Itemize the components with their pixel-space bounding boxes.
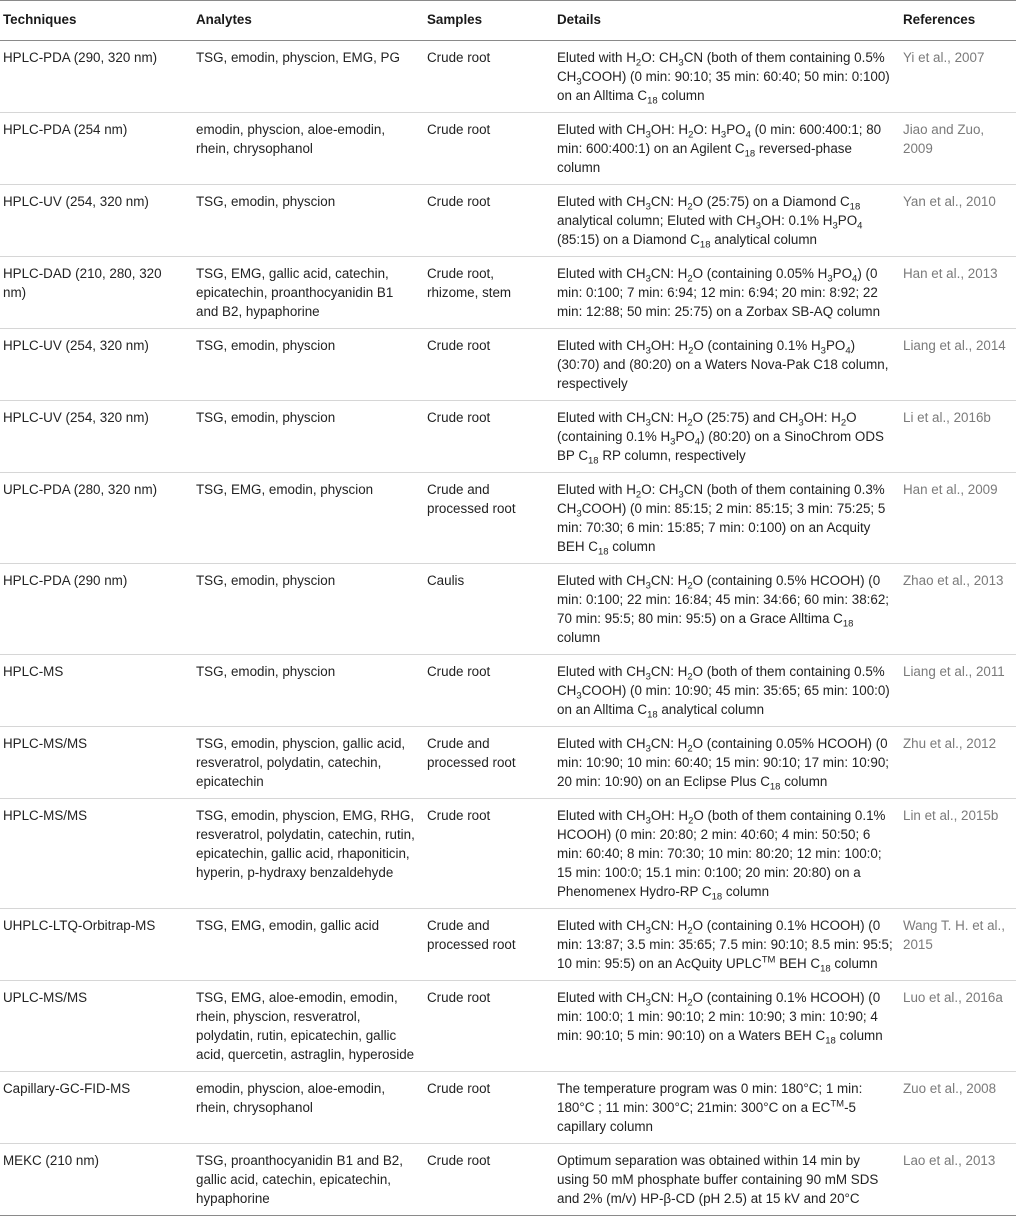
analytes-cell: emodin, physcion, aloe-emodin, rhein, chrysophanol bbox=[192, 113, 423, 185]
header-samples: Samples bbox=[423, 1, 553, 41]
table-row bbox=[0, 329, 1016, 401]
table-row bbox=[0, 727, 1016, 799]
details-cell: Eluted with $H_2O$: $CH_3CN$ (both of them containing 0.3% $CH_3COOH$) (0 min: 85:15; 2 min: 85:15; 3 min: 75:25; 5 min: 70:30; 6 min: 15:85; 7 min: 0:100) on an Acquity BEH $C_{18}$ column bbox=[553, 473, 899, 564]
technique-cell: UPLC-MS/MS bbox=[0, 981, 192, 1072]
samples-cell: Crude and processed root bbox=[423, 727, 553, 799]
technique-cell: HPLC-DAD (210, 280, 320 nm) bbox=[0, 257, 192, 329]
details-cell: Eluted with $CH_3CN$: $H_2O$ (containing 0.05% $H_3PO_4$) (0 min: 0:100; 7 min: 6:94; 12 min: 6:94; 20 min: 8:92; 22 min: 12:88; 50 min: 25:75) on a Zorbax SB-AQ column bbox=[553, 257, 899, 329]
samples-cell: Crude root bbox=[423, 981, 553, 1072]
analytes-cell: TSG, emodin, physcion, EMG, PG bbox=[192, 41, 423, 113]
table-row bbox=[0, 909, 1016, 981]
table-row bbox=[0, 655, 1016, 727]
samples-cell: Crude root bbox=[423, 1072, 553, 1144]
details-cell: Eluted with $CH_3CN$: $H_2O$ (containing 0.05% HCOOH) (0 min: 10:90; 10 min: 60:40; 15 min: 90:10; 17 min: 10:90; 20 min: 10:90) on an Eclipse Plus $C_{18}$ column bbox=[553, 727, 899, 799]
details-cell: The temperature program was 0 min: 180°C; 1 min: 180°C ; 11 min: 300°C; 21min: 300°C on a EC™-5 capillary column bbox=[553, 1072, 899, 1144]
samples-cell: Crude and processed root bbox=[423, 473, 553, 564]
table-row bbox=[0, 473, 1016, 564]
table-row bbox=[0, 41, 1016, 113]
technique-cell: HPLC-PDA (290, 320 nm) bbox=[0, 41, 192, 113]
details-cell: Eluted with $H_2O$: $CH_3CN$ (both of them containing 0.5% $CH_3COOH$) (0 min: 90:10; 35 min: 60:40; 50 min: 0:100) on an Alltima $C_{18}$ column bbox=[553, 41, 899, 113]
table-row bbox=[0, 185, 1016, 257]
samples-cell: Caulis bbox=[423, 564, 553, 655]
table-row bbox=[0, 401, 1016, 473]
reference-cell: Liang et al., 2011 bbox=[899, 655, 1016, 727]
technique-cell: HPLC-MS/MS bbox=[0, 799, 192, 909]
details-cell: Eluted with $CH_3OH$: $H_2O$: $H_3PO_4$ (0 min: 600:400:1; 80 min: 600:400:1) on an Agilent $C_{18}$ reversed-phase column bbox=[553, 113, 899, 185]
analytes-cell: TSG, EMG, emodin, physcion bbox=[192, 473, 423, 564]
analytes-cell: TSG, proanthocyanidin B1 and B2, gallic acid, catechin, epicatechin, hypaphorine bbox=[196, 1153, 403, 1206]
table-row bbox=[0, 1072, 1016, 1144]
reference-cell: Luo et al., 2016a bbox=[899, 981, 1016, 1072]
reference-cell: Yan et al., 2010 bbox=[899, 185, 1016, 257]
technique-cell: UHPLC-LTQ-Orbitrap-MS bbox=[0, 909, 192, 981]
reference-cell: Zhu et al., 2012 bbox=[899, 727, 1016, 799]
reference-cell: Zuo et al., 2008 bbox=[899, 1072, 1016, 1144]
reference-cell: Li et al., 2016b bbox=[899, 401, 1016, 473]
analytes-cell: TSG, emodin, physcion bbox=[192, 401, 423, 473]
table-row bbox=[0, 981, 1016, 1072]
header-analytes: Analytes bbox=[192, 1, 423, 41]
details-cell: Eluted with $CH_3CN$: $H_2O$ (containing 0.1% HCOOH) (0 min: 13:87; 3.5 min: 35:65; 7.5 min: 90:10; 8.5 min: 95:5; 10 min: 95:5) on an AcQuity UPLC™ BEH $C_{18}$ column bbox=[553, 909, 899, 981]
technique-cell: Capillary-GC-FID-MS bbox=[0, 1072, 192, 1144]
header-techniques: Techniques bbox=[0, 1, 192, 41]
reference-cell: Han et al., 2013 bbox=[899, 257, 1016, 329]
reference-cell: Lin et al., 2015b bbox=[899, 799, 1016, 909]
technique-cell: HPLC-PDA (290 nm) bbox=[0, 564, 192, 655]
samples-cell: Crude root bbox=[423, 329, 553, 401]
reference-cell: Liang et al., 2014 bbox=[899, 329, 1016, 401]
samples-cell: Crude root bbox=[423, 185, 553, 257]
details-cell: Eluted with $CH_3OH$: $H_2O$ (both of them containing 0.1% HCOOH) (0 min: 20:80; 2 min: 40:60; 4 min: 50:50; 6 min: 60:40; 8 min: 70:30; 10 min: 80:20; 12 min: 100:0; 15 min: 100:0; 15.1 min: 0:100; 20 min: 20:80) on a Phenomenex Hydro-RP $C_{18}$ column bbox=[553, 799, 899, 909]
analytes-cell: TSG, emodin, physcion, EMG, RHG, resveratrol, polydatin, catechin, rutin, epicatechin, gallic acid, rhaponiticin, hyperin, p-hydraxy benzaldehyde bbox=[192, 799, 423, 909]
table-row bbox=[0, 1144, 1016, 1216]
samples-cell: Crude root bbox=[427, 1153, 491, 1168]
analytes-cell: TSG, emodin, physcion bbox=[192, 329, 423, 401]
technique-cell: HPLC-UV (254, 320 nm) bbox=[0, 329, 192, 401]
details-cell: Eluted with $CH_3CN$: $H_2O$ (containing 0.5% HCOOH) (0 min: 0:100; 22 min: 16:84; 45 min: 34:66; 60 min: 38:62; 70 min: 95:5; 80 min: 95:5) on a Grace Alltima $C_{18}$ column bbox=[553, 564, 899, 655]
header-references: References bbox=[899, 1, 1016, 41]
table-row bbox=[0, 799, 1016, 909]
reference-cell: Wang T. H. et al., 2015 bbox=[899, 909, 1016, 981]
samples-cell: Crude root, rhizome, stem bbox=[423, 257, 553, 329]
header-details: Details bbox=[553, 1, 899, 41]
analytes-cell: TSG, EMG, aloe-emodin, emodin, rhein, physcion, resveratrol, polydatin, rutin, epicatechin, gallic acid, quercetin, astraglin, hyperoside bbox=[192, 981, 423, 1072]
technique-cell: UPLC-PDA (280, 320 nm) bbox=[0, 473, 192, 564]
details-cell: Eluted with $CH_3CN$: $H_2O$ (both of them containing 0.5% $CH_3COOH$) (0 min: 10:90; 45 min: 35:65; 65 min: 100:0) on an Alltima $C_{18}$ analytical column bbox=[553, 655, 899, 727]
details-cell: Eluted with $CH_3CN$: $H_2O$ (25:75) and $CH_3OH$: $H_2O$ (containing 0.1% $H_3PO_4$) (80:20) on a SinoChrom ODS BP $C_{18}$ RP column, respectively bbox=[553, 401, 899, 473]
samples-cell: Crude root bbox=[423, 401, 553, 473]
details-cell: Optimum separation was obtained within 14 min by using 50 mM phosphate buffer containing 90 mM SDS and 2% (m/v) HP-β-CD (pH 2.5) at 15 kV and 20°C bbox=[557, 1153, 879, 1206]
samples-cell: Crude root bbox=[423, 41, 553, 113]
analytes-cell: emodin, physcion, aloe-emodin, rhein, chrysophanol bbox=[192, 1072, 423, 1144]
table-row bbox=[0, 257, 1016, 329]
table-row bbox=[0, 113, 1016, 185]
analytes-cell: TSG, emodin, physcion bbox=[192, 185, 423, 257]
reference-cell: Lao et al., 2013 bbox=[903, 1153, 996, 1168]
analytes-cell: TSG, emodin, physcion bbox=[192, 655, 423, 727]
reference-cell: Zhao et al., 2013 bbox=[899, 564, 1016, 655]
table-body bbox=[0, 41, 1016, 1216]
header-row bbox=[0, 1, 1016, 41]
details-cell: Eluted with $CH_3CN$: $H_2O$ (containing 0.1% HCOOH) (0 min: 100:0; 1 min: 90:10; 2 min: 10:90; 3 min: 10:90; 4 min: 90:10; 5 min: 90:10) on a Waters BEH $C_{18}$ column bbox=[553, 981, 899, 1072]
table-header bbox=[0, 1, 1016, 41]
technique-cell: MEKC (210 nm) bbox=[3, 1153, 99, 1168]
analytes-cell: TSG, EMG, gallic acid, catechin, epicatechin, proanthocyanidin B1 and B2, hypaphorine bbox=[192, 257, 423, 329]
samples-cell: Crude root bbox=[423, 799, 553, 909]
details-cell: Eluted with $CH_3OH$: $H_2O$ (containing 0.1% $H_3PO_4$) (30:70) and (80:20) on a Waters Nova-Pak C18 column, respectively bbox=[553, 329, 899, 401]
technique-cell: HPLC-UV (254, 320 nm) bbox=[0, 185, 192, 257]
technique-cell: HPLC-MS/MS bbox=[0, 727, 192, 799]
reference-cell: Jiao and Zuo, 2009 bbox=[899, 113, 1016, 185]
technique-cell: HPLC-UV (254, 320 nm) bbox=[0, 401, 192, 473]
samples-cell: Crude root bbox=[423, 113, 553, 185]
technique-cell: HPLC-PDA (254 nm) bbox=[0, 113, 192, 185]
analytes-cell: TSG, emodin, physcion bbox=[192, 564, 423, 655]
samples-cell: Crude root bbox=[423, 655, 553, 727]
technique-cell: HPLC-MS bbox=[0, 655, 192, 727]
reference-cell: Han et al., 2009 bbox=[899, 473, 1016, 564]
analytes-cell: TSG, EMG, emodin, gallic acid bbox=[192, 909, 423, 981]
samples-cell: Crude and processed root bbox=[423, 909, 553, 981]
details-cell: Eluted with $CH_3CN$: $H_2O$ (25:75) on a Diamond $C_{18}$ analytical column; Eluted with $CH_3OH$: 0.1% $H_3PO_4$ (85:15) on a Diamond $C_{18}$ analytical column bbox=[553, 185, 899, 257]
reference-cell: Yi et al., 2007 bbox=[899, 41, 1016, 113]
table-row bbox=[0, 564, 1016, 655]
analytes-cell: TSG, emodin, physcion, gallic acid, resveratrol, polydatin, catechin, epicatechin bbox=[192, 727, 423, 799]
